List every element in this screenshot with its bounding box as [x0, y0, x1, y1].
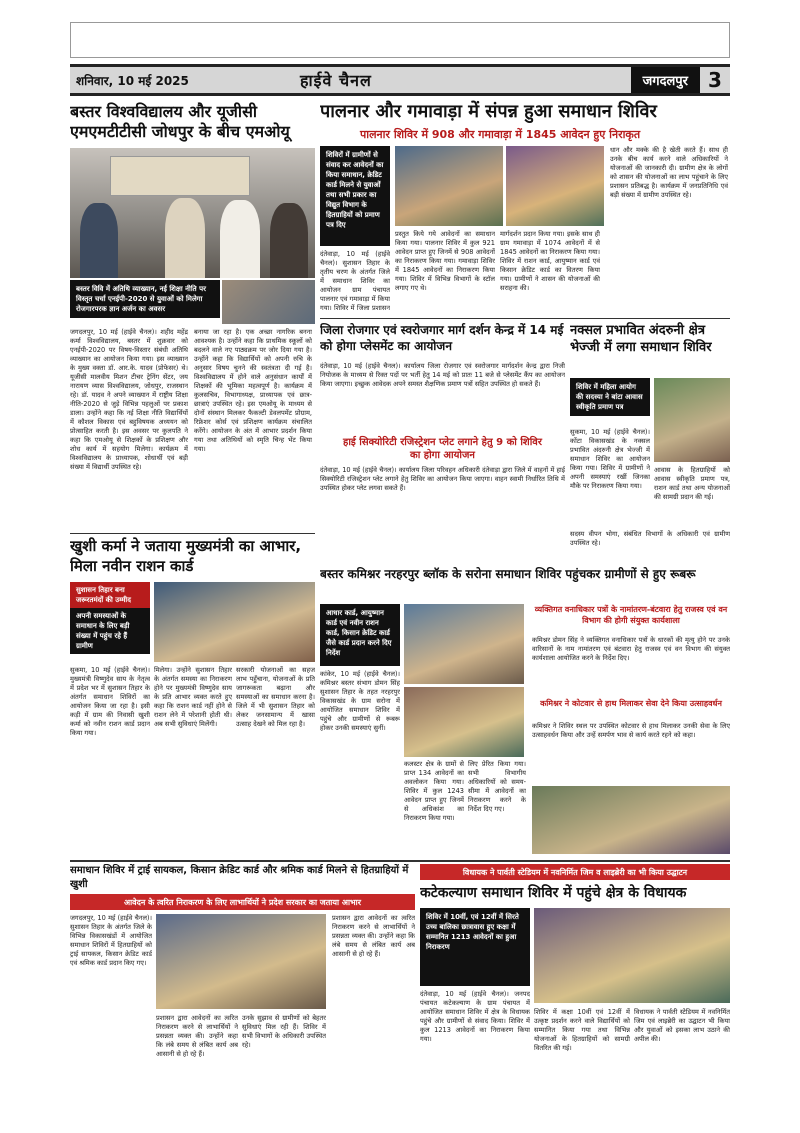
story-headline: समाधान शिविर में ट्राई सायकल, किसान क्रेडिट कार्ड और श्रमिक कार्ड मिलने से हितग्राहियों में खुशी — [70, 865, 409, 890]
story-column-2: प्रशासन द्वारा आवेदनों का त्वरित निराकरण करने से लाभार्थियों ने प्रसन्नता व्यक्त की। उन्होंने कहा कि लंबे समय से लंबित कार्य अब आसानी से हो रहे हैं। — [156, 1014, 238, 1058]
story-photo-3 — [532, 786, 730, 854]
side-body-2: कमिश्नर ने शिविर स्थल पर उपस्थित कोटवार से हाथ मिलाकर उनकी सेवा के लिए उत्साहवर्धन किया और उन्हें समर्पण भाव से कार्य करते रहने को कहा। — [532, 722, 730, 739]
story-column-3: मार्गदर्शन प्रदान किया गया। इसके साथ ही ग्राम गमावाड़ा में 1074 आवेदनों में से 1845 आवेदनों का निराकरण किया गया। शिविर में राशन कार्ड, आयुष्मान कार्ड एवं किसान क्रेडिट कार्ड का वितरण किया गया। ग्रामीणों ने शासन की योजनाओं की सराहना की। — [500, 230, 600, 292]
issue-date: शनिवार, 10 मई 2025 — [76, 73, 189, 88]
story-body: दंतेवाड़ा, 10 मई (हाईवे चैनल)। कार्यालय जिला रोजगार एवं स्वरोजगार मार्गदर्शन केन्द्र द्वारा निजी नियोजक के माध्यम से रिक्त पदों पर भर्ती हेतु 14 मई को प्रातः 11 बजे से प्लेसमेंट कैंप का आयोजन किया जाएगा। इच्छुक आवेदक अपने समस्त शैक्षणिक प्रमाण पत्रों सहित उपस्थित हो सकते हैं। — [320, 362, 565, 388]
story-band: विधायक ने पार्वती स्टेडियम में नवनिर्मित जिम व लाइब्रेरी का भी किया उद्घाटन — [420, 864, 730, 880]
story-photo — [154, 582, 315, 662]
story-column-1: जगदलपुर, 10 मई (हाईवे चैनल)। सुशासन तिहार के अंतर्गत जिले के विभिन्न विकासखंडों में आयोजित समाधान शिविरों में हितग्राहियों को ट्राई सायकल, किसान क्रेडिट कार्ड एवं श्रमिक कार्ड प्रदान किए गए। — [70, 914, 152, 967]
side-subhead-2: कमिश्नर ने कोटवार से हाथ मिलाकर सेवा देने किया उत्साहवर्धन — [540, 699, 722, 708]
side-body-1: कमिश्नर डोमन सिंह ने व्यक्तिगत वनाधिकार पत्रों के धारकों की मृत्यु होने पर उनके वारिसानों के नाम नामांतरण एवं बंटवारा हेतु राजस्व एवं वन विभाग की संयुक्त कार्यशाला आयोजित करने के निर्देश दिए। — [532, 636, 730, 662]
section-divider — [70, 533, 315, 534]
story-photo — [70, 148, 315, 278]
story-tricycle-beneficiaries — [70, 864, 415, 1129]
story-headline: खुशी कर्मा ने जताया मुख्यमंत्री का आभार, मिला नवीन राशन कार्ड — [70, 537, 302, 575]
story-palnar-gamawada — [320, 100, 730, 315]
story-band: आवेदन के त्वरित निराकरण के लिए लाभार्थियों ने प्रदेश सरकार का जताया आभार — [70, 894, 415, 910]
section-divider — [320, 318, 730, 319]
story-photo-1 — [404, 604, 524, 684]
story-column-3: सदस्य वीपन भोगा, संबंधित विभागों के अधिकारी एवं ग्रामीण उपस्थित रहे। — [570, 530, 730, 547]
story-highlight-box: शिविरों में ग्रामीणों से संवाद कर आवेदनों का किया समाधान, क्रेडिट कार्ड मिलने से युवाओं तथा सभी प्रकार का विद्युत विभाग के हितग्राहियों को प्रमाण पत्र दिए — [320, 146, 390, 246]
story-body-2: दंतेवाड़ा, 10 मई (हाईवे चैनल)। कार्यालय जिला परिवहन अधिकारी दंतेवाड़ा द्वारा जिले में वाहनों में हाई सिक्योरिटी रजिस्ट्रेशन प्लेट लगाने हेतु शिविर का आयोजन किया जाएगा। वाहन स्वामी निर्धारित तिथि में उपस्थित होकर प्लेट लगवा सकते हैं। — [320, 466, 565, 492]
story-column-3: विधायक ने पार्वती स्टेडियम में नवनिर्मित जिम एवं लाइब्रेरी का उद्घाटन भी किया और युवाओं को इसका लाभ उठाने की अपील की। — [634, 1008, 730, 1043]
story-photo — [534, 908, 730, 1003]
story-column-1: कांकेर, 10 मई (हाईवे चैनल)। कमिश्नर बस्तर संभाग डोमन सिंह सुशासन तिहार के तहत नरहरपुर विकासखंड के ग्राम सरोना में आयोजित समाधान शिविर में पहुंचे और ग्रामीणों से रूबरू होकर उनकी समस्याएं सुनीं। — [320, 670, 400, 732]
story-column-3: सरकारी योजनाओं का सहज लाभ पहुँचाना, योजनाओं के प्रति जागरूकता बढ़ाना और समस्याओं का समाधान करना है। जिले में भी सुशासन तिहार को लेकर जनसामान्य में खासा उत्साह देखने को मिल रहा है। — [236, 666, 315, 728]
story-column-3: उनके सुझाव से ग्रामीणों को बेहतर सुविधाएं मिल रही हैं। शिविर में सभी विभागों के अधिकारी उपस्थित रहे। — [242, 1014, 326, 1049]
story-column-4: धान और मक्के की है खेती करते हैं। साथ ही उनके बीच कार्य करने वाले अधिकारियों ने योजनाओं की जानकारी दी। ग्रामीण क्षेत्र के लोगों को शासन की योजनाओं का लाभ पहुंचाने के लिए प्रशासन प्रतिबद्ध है। कार्यक्रम में जनप्रतिनिधि एवं बड़ी संख्या में ग्रामीण उपस्थित रहे। — [610, 146, 728, 199]
photo-caption: बस्तर विवि में अतिथि व्याख्यान, नई शिक्षा नीति पर विस्तृत चर्चा एनईपी-2020 से युवाओं को मिलेगा रोजगारपरक ज्ञान अर्जन का अवसर — [70, 280, 220, 318]
story-ration-card — [70, 536, 315, 856]
page-number: 3 — [708, 68, 722, 92]
story-highlight-box: आधार कार्ड, आयुष्मान कार्ड एवं नवीन राशन कार्ड, किसान क्रेडिट कार्ड जैसे कार्ड प्रदान करने दिए निर्देश — [320, 604, 400, 666]
story-photo-2 — [506, 146, 604, 226]
story-column-2: शिविर में कक्षा 10वीं एवं 12वीं में उत्कृष्ट प्रदर्शन करने वाले विद्यार्थियों को सम्मानित किया गया तथा विभिन्न योजनाओं के हितग्राहियों को सामग्री वितरित की गई। — [534, 1008, 630, 1052]
story-photo — [156, 914, 326, 1009]
story-column-3: लिए प्रेरित किया गया। सभी विभागीय अधिकारियों को समय-सीमा में आवेदनों का निराकरण करने के निर्देश दिए गए। — [468, 760, 526, 813]
story-subhead: पालनार शिविर में 908 और गमावाड़ा में 1845 आवेदन हुए निराकृत — [360, 128, 641, 141]
story-column-1: दंतेवाड़ा, 10 मई (हाईवे चैनल)। जनपद पंचायत कटेकल्याण के ग्राम पंचायत में आयोजित समाधान शिविर में क्षेत्र के विधायक पहुंचे और ग्रामीणों से संवाद किया। शिविर में कुल 1213 आवेदनों का निराकरण किया गया। — [420, 990, 530, 1043]
story-subhead: हाई सिक्योरिटी रजिस्ट्रेशन प्लेट लगाने हेतु 9 को शिविर का होगा आयोजन — [343, 437, 542, 461]
story-tag-2: अपनी समस्याओं के समाधान के लिए बड़ी संख्या में पहुंच रहे हैं ग्रामीण — [70, 608, 150, 654]
story-column-2: प्रस्तुत किये गये आवेदनों का समाधान किया गया। पालनार शिविर में कुल 921 आवेदन प्राप्त हुए जिनमें से 908 आवेदनों का निराकरण किया गया। गमावाड़ा शिविर में 1845 आवेदनों का निराकरण किया गया। शिविर में विभिन्न विभागों के स्टॉल लगाए गए थे। — [395, 230, 495, 292]
story-highlight-box: शिविर में 10वीं, एवं 12वीं में सिरते उच्च बालिका छात्रावास हुए कक्षा में सम्मानित 1213 आवेदनों का हुआ निराकरण — [420, 908, 530, 986]
story-headline: जिला रोजगार एवं स्वरोजगार मार्ग दर्शन केन्द्र में 14 मई को होगा प्लेसमेंट का आयोजन — [320, 323, 564, 353]
story-column-1: जगदलपुर, 10 मई (हाईवे चैनल)। शहीद महेंद्र कर्मा विश्वविद्यालय, बस्तर में शुक्रवार को एनईपी-2020 पर विषय-विस्तार संबंधी अतिथि व्याख्यान का आयोजन किया गया। इस व्याख्यान के मुख्य वक्ता डॉ. आर.के. यादव (प्रोफेसर) थे। यूजीसी मालवीय मिशन टीचर ट्रेनिंग सेंटर, जय नारायण व्यास विश्वविद्यालय, जोधपुर, राजस्थान रहे। डॉ. यादव ने अपने व्याख्यान में राष्ट्रीय शिक्षा नीति-2020 से जुड़े विभिन्न पहलुओं पर प्रकाश डाला। उन्होंने कहा कि नई शिक्षा नीति विद्यार्थियों में कौशल विकास एवं बहुविषयक अध्ययन को प्रोत्साहित करती है। इस अवसर पर कुलपति ने कहा कि एमओयू से शिक्षकों के प्रशिक्षण और शोध कार्य में सहयोग मिलेगा। कार्यक्रम में विश्वविद्यालय के प्राध्यापक, शोधार्थी एवं बड़ी संख्या में विद्यार्थी उपस्थित रहे। — [70, 328, 188, 471]
story-photo-2 — [222, 280, 315, 324]
top-blank-strip — [70, 22, 730, 58]
story-column-1: सुकमा, 10 मई (हाईवे चैनल)। कोंटा विकासखंड के नक्सल प्रभावित अंदरुनी क्षेत्र भेज्जी में समाधान शिविर का आयोजन किया गया। शिविर में ग्रामीणों ने अपनी समस्याएं रखीं जिनका मौके पर निराकरण किया गया। — [570, 428, 650, 490]
story-photo — [654, 378, 730, 462]
side-subhead-1: व्यक्तिगत वनाधिकार पत्रों के नामांतरण-बंटवारा हेतु राजस्व एवं वन विभाग की होगी संयुक्त कार्यशाला — [534, 605, 728, 625]
story-tag-1: सुशासन तिहार बना जरूरतमंदों की उम्मीद — [70, 582, 150, 608]
story-photo-2 — [404, 687, 524, 757]
story-headline: पालनार और गमावाड़ा में संपन्न हुआ समाधान शिविर — [320, 101, 657, 122]
story-bhejji-camp — [570, 322, 730, 562]
masthead-right — [631, 67, 730, 93]
story-column-2: आवास के हितग्राहियों को आवास स्वीकृति प्रमाण पत्र, राशन कार्ड तथा अन्य योजनाओं की सामग्री प्रदान की गई। — [654, 466, 730, 501]
story-headline: कटेकल्याण समाधान शिविर में पहुंचे क्षेत्र के विधायक — [420, 885, 687, 901]
story-headline: बस्तर कमिश्नर नरहरपुर ब्लॉक के सरोना समाधान शिविर पहुंचकर ग्रामीणों से हुए रूबरू — [320, 567, 696, 581]
story-column-1: दंतेवाड़ा, 10 मई (हाईवे चैनल)। सुशासन तिहार के तृतीय चरण के अंतर्गत जिले में समाधान शिविर का आयोजन ग्राम पंचायत पालनार एवं गमावाड़ा में किया गया। शिविर में जिला प्रशासन — [320, 250, 390, 312]
page-masthead — [70, 64, 730, 96]
story-headline: बस्तर विश्वविद्यालय और यूजीसी एमएमटीटीसी जोधपुर के बीच एमओयू — [70, 102, 290, 141]
story-placement-camp — [320, 322, 565, 530]
story-bastar-university — [70, 100, 315, 530]
story-column-2: कलस्टर क्षेत्र के ग्रामों से प्राप्त 134 आवेदनों का अवलोकन किया गया। शिविर में कुल 1243 आवेदन प्राप्त हुए जिनमें से अधिकांश का निराकरण किया गया। — [404, 760, 464, 822]
story-column-1: सुकमा, 10 मई (हाईवे चैनल)। मुख्यमंत्री विष्णुदेव साय के नेतृत्व में प्रदेश भर में सुशासन तिहार के अंतर्गत समाधान शिविरों का आयोजन किया जा रहा है। इसी कड़ी में ग्राम की निवासी खुशी कर्मा को नवीन राशन कार्ड प्रदान किया गया। — [70, 666, 150, 737]
story-photo-1 — [395, 146, 503, 226]
edition-city: जगदलपुर — [631, 67, 700, 93]
newspaper-name: हाईवे चैनल — [300, 71, 372, 90]
section-divider — [70, 860, 730, 862]
story-column-2: बनाया जा रहा है। एक अच्छा नागरिक बनना आवश्यक है। उन्होंने कहा कि प्राथमिक स्कूलों को बदलने वाले नए पाठ्यक्रम पर जोर दिया गया है। उन्होंने कहा कि विद्यार्थियों को अपनी रुचि के अनुसार विषय चुनने की स्वतंत्रता दी गई है। विश्वविद्यालय में होने वाले अनुसंधान कार्यों में शिक्षकों की भूमिका महत्वपूर्ण है। कार्यक्रम में कुलसचिव, विभागाध्यक्ष, प्राध्यापक एवं छात्र-छात्राएं उपस्थित रहे। इस एमओयू के माध्यम से दोनों संस्थान मिलकर फैकल्टी डेवलपमेंट प्रोग्राम, रिफ्रेशर कोर्स एवं प्रशिक्षण कार्यक्रम संचालित करेंगे। आयोजन के अंत में आभार प्रदर्शन किया गया तथा अतिथियों को स्मृति चिन्ह भेंट किया गया। — [194, 328, 312, 453]
story-katekalyan-camp — [420, 864, 730, 1129]
story-commissioner-sarona — [320, 566, 730, 856]
story-column-4: प्रशासन द्वारा आवेदनों का त्वरित निराकरण करने से लाभार्थियों ने प्रसन्नता व्यक्त की। उन्होंने कहा कि लंबे समय से लंबित कार्य अब आसानी से हो रहे हैं। — [332, 914, 415, 958]
story-column-2: मिलेगा। उन्होंने सुशासन तिहार के अंतर्गत समस्या का निराकरण होने पर मुख्यमंत्री विष्णुदेव साय के प्रति आभार व्यक्त करते हुए कहा कि राशन कार्ड नहीं होने से राशन लेने में परेशानी होती थी। अब सभी सुविधाएं मिलेंगी। — [154, 666, 232, 728]
story-tag: शिविर में महिला आयोग की सदस्या ने बांटा आवास स्वीकृति प्रमाण पत्र — [570, 378, 650, 416]
story-headline: नक्सल प्रभावित अंदरुनी क्षेत्र भेज्जी में लगा समाधान शिविर — [570, 323, 712, 355]
